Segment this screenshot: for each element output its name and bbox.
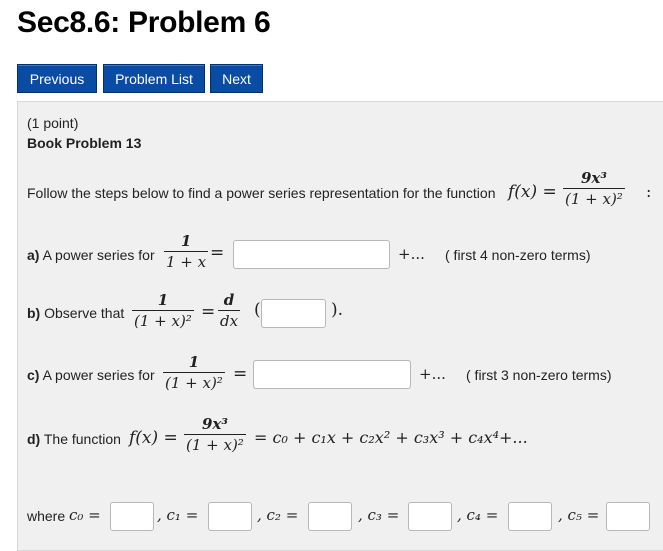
part-b-label [27,305,124,321]
c1-input[interactable] [208,502,252,531]
part-c-fraction [163,352,225,393]
part-c-note: ( first 3 non-zero terms) [466,367,612,383]
next-button[interactable]: Next [210,64,263,93]
points-label: (1 point) [27,115,79,131]
part-c-equals: = [233,364,248,384]
part-b-equals: = [201,302,216,322]
part-c-text: A power series for [42,367,155,383]
part-d-letter: d) [27,431,41,447]
part-b-derivative [218,290,240,331]
part-c-denominator: (1 + x)² [165,374,223,392]
intro-fx: f(x) = [508,182,557,202]
previous-button[interactable]: Previous [17,64,97,93]
part-a-text: A power series for [42,247,155,263]
c2-label: , c₂ = [257,506,299,524]
part-b-fraction [132,290,194,331]
c4-input[interactable] [508,502,552,531]
problem-panel [17,101,663,551]
part-b-dx: dx [220,312,239,330]
c2-input[interactable] [308,502,352,531]
part-b-text: Observe that [44,305,125,321]
intro-colon: : [646,182,652,201]
part-b-answer-input[interactable] [261,299,326,328]
intro-fraction [563,168,625,209]
book-problem-label: Book Problem 13 [27,135,142,151]
part-d-denominator: (1 + x)² [186,436,244,454]
part-b-numerator: 1 [157,291,169,309]
part-b-d: d [223,291,235,309]
where-label: where [27,508,66,524]
c3-input[interactable] [408,502,452,531]
part-a-answer-input[interactable] [233,240,390,269]
part-a-letter: a) [27,247,40,263]
page-title: Sec8.6: Problem 6 [17,6,271,39]
part-b-close-paren: ). [331,300,344,320]
c0-label: c₀ = [69,506,101,524]
c4-label: , c₄ = [457,506,499,524]
part-a-denominator: 1 + x [166,253,207,271]
c3-label: , c₃ = [358,506,400,524]
part-c-label [27,367,155,383]
part-d-series: = c₀ + c₁x + c₂x² + c₃x³ + c₄x⁴+... [254,428,528,447]
c5-input[interactable] [606,502,650,531]
part-c-answer-input[interactable] [253,360,411,389]
part-d-fraction [184,414,246,455]
c1-label: , c₁ = [157,506,199,524]
c0-input[interactable] [110,502,154,531]
part-d-label [27,431,121,447]
part-a-numerator: 1 [180,232,192,250]
intro-numerator: 9x³ [580,169,607,187]
part-a-ellipsis: +... [398,245,425,263]
part-b-denominator: (1 + x)² [134,312,192,330]
part-d-numerator: 9x³ [201,415,228,433]
c5-label: , c₅ = [558,506,600,524]
part-d-text: The function [43,431,121,447]
part-a-label [27,247,155,263]
problem-list-button[interactable]: Problem List [103,64,205,93]
part-b-letter: b) [27,305,41,321]
intro-text: Follow the steps below to find a power series representation for the function [27,185,496,201]
intro-denominator: (1 + x)² [565,190,623,208]
part-c-ellipsis: +... [419,365,446,383]
part-c-numerator: 1 [188,353,200,371]
part-d-fx: f(x) = [129,428,178,448]
part-c-letter: c) [27,367,40,383]
part-a-fraction [164,231,208,272]
part-a-equals: = [210,243,225,263]
part-a-note: ( first 4 non-zero terms) [445,247,591,263]
part-b-open-paren: ( [254,300,261,320]
